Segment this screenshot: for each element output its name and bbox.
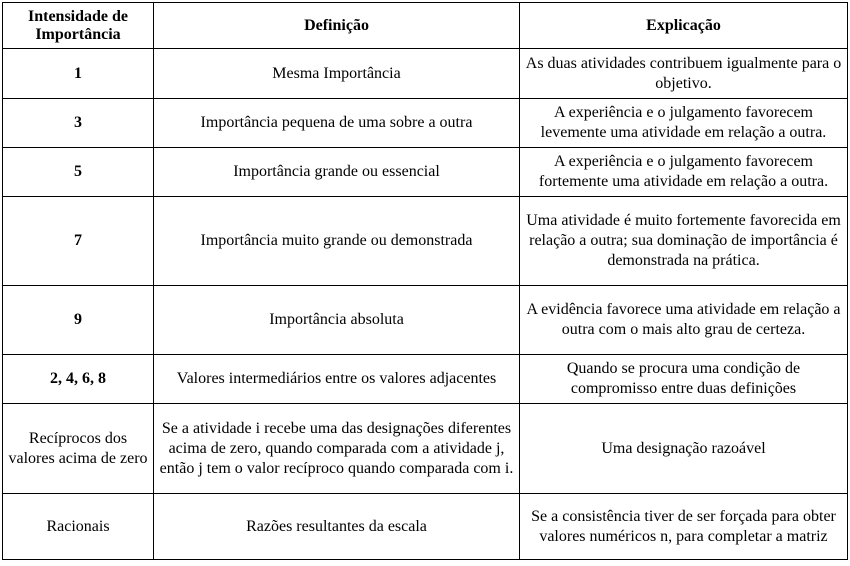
table-row [3, 494, 848, 560]
row-5-intensity: 5 [3, 148, 154, 197]
row-reciprocal-definition: Se a atividade i recebe uma das designações diferentes acima de zero, quando comparada com a atividade j, então j tem o valor recíproco quando comparada com i. [154, 404, 520, 494]
header-definition: Definição [154, 3, 520, 49]
header-intensity: Intensidade de Importância [3, 3, 154, 49]
table-row [3, 148, 848, 197]
row-9-intensity: 9 [3, 286, 154, 355]
row-7-definition: Importância muito grande ou demonstrada [154, 197, 520, 286]
row-1-explanation: As duas atividades contribuem igualmente para o objetivo. [520, 49, 848, 99]
row-reciprocal-explanation: Uma designação razoável [520, 404, 848, 494]
header-explanation: Explicação [520, 3, 848, 49]
row-1-intensity: 1 [3, 49, 154, 99]
row-rational-intensity: Racionais [3, 494, 154, 560]
row-3-definition: Importância pequena de uma sobre a outra [154, 99, 520, 148]
table-row [3, 404, 848, 494]
row-3-intensity: 3 [3, 99, 154, 148]
table-row [3, 49, 848, 99]
row-9-definition: Importância absoluta [154, 286, 520, 355]
table-row [3, 197, 848, 286]
row-intermediate-definition: Valores intermediários entre os valores adjacentes [154, 355, 520, 404]
row-5-explanation: A experiência e o julgamento favorecem fortemente uma atividade em relação a outra. [520, 148, 848, 197]
row-7-intensity: 7 [3, 197, 154, 286]
row-9-explanation: A evidência favorece uma atividade em relação a outra com o mais alto grau de certeza. [520, 286, 848, 355]
row-1-definition: Mesma Importância [154, 49, 520, 99]
row-rational-explanation: Se a consistência tiver de ser forçada para obter valores numéricos n, para completar a matriz [520, 494, 848, 560]
row-3-explanation: A experiência e o julgamento favorecem levemente uma atividade em relação a outra. [520, 99, 848, 148]
row-5-definition: Importância grande ou essencial [154, 148, 520, 197]
table-row [3, 99, 848, 148]
importance-scale-table [2, 2, 848, 560]
row-intermediate-explanation: Quando se procura uma condição de compromisso entre duas definições [520, 355, 848, 404]
table-row [3, 355, 848, 404]
table-header-row [3, 3, 848, 49]
row-intermediate-intensity: 2, 4, 6, 8 [3, 355, 154, 404]
row-7-explanation: Uma atividade é muito fortemente favorecida em relação a outra; sua dominação de importância é demonstrada na prática. [520, 197, 848, 286]
table-row [3, 286, 848, 355]
row-rational-definition: Razões resultantes da escala [154, 494, 520, 560]
row-reciprocal-intensity: Recíprocos dos valores acima de zero [3, 404, 154, 494]
